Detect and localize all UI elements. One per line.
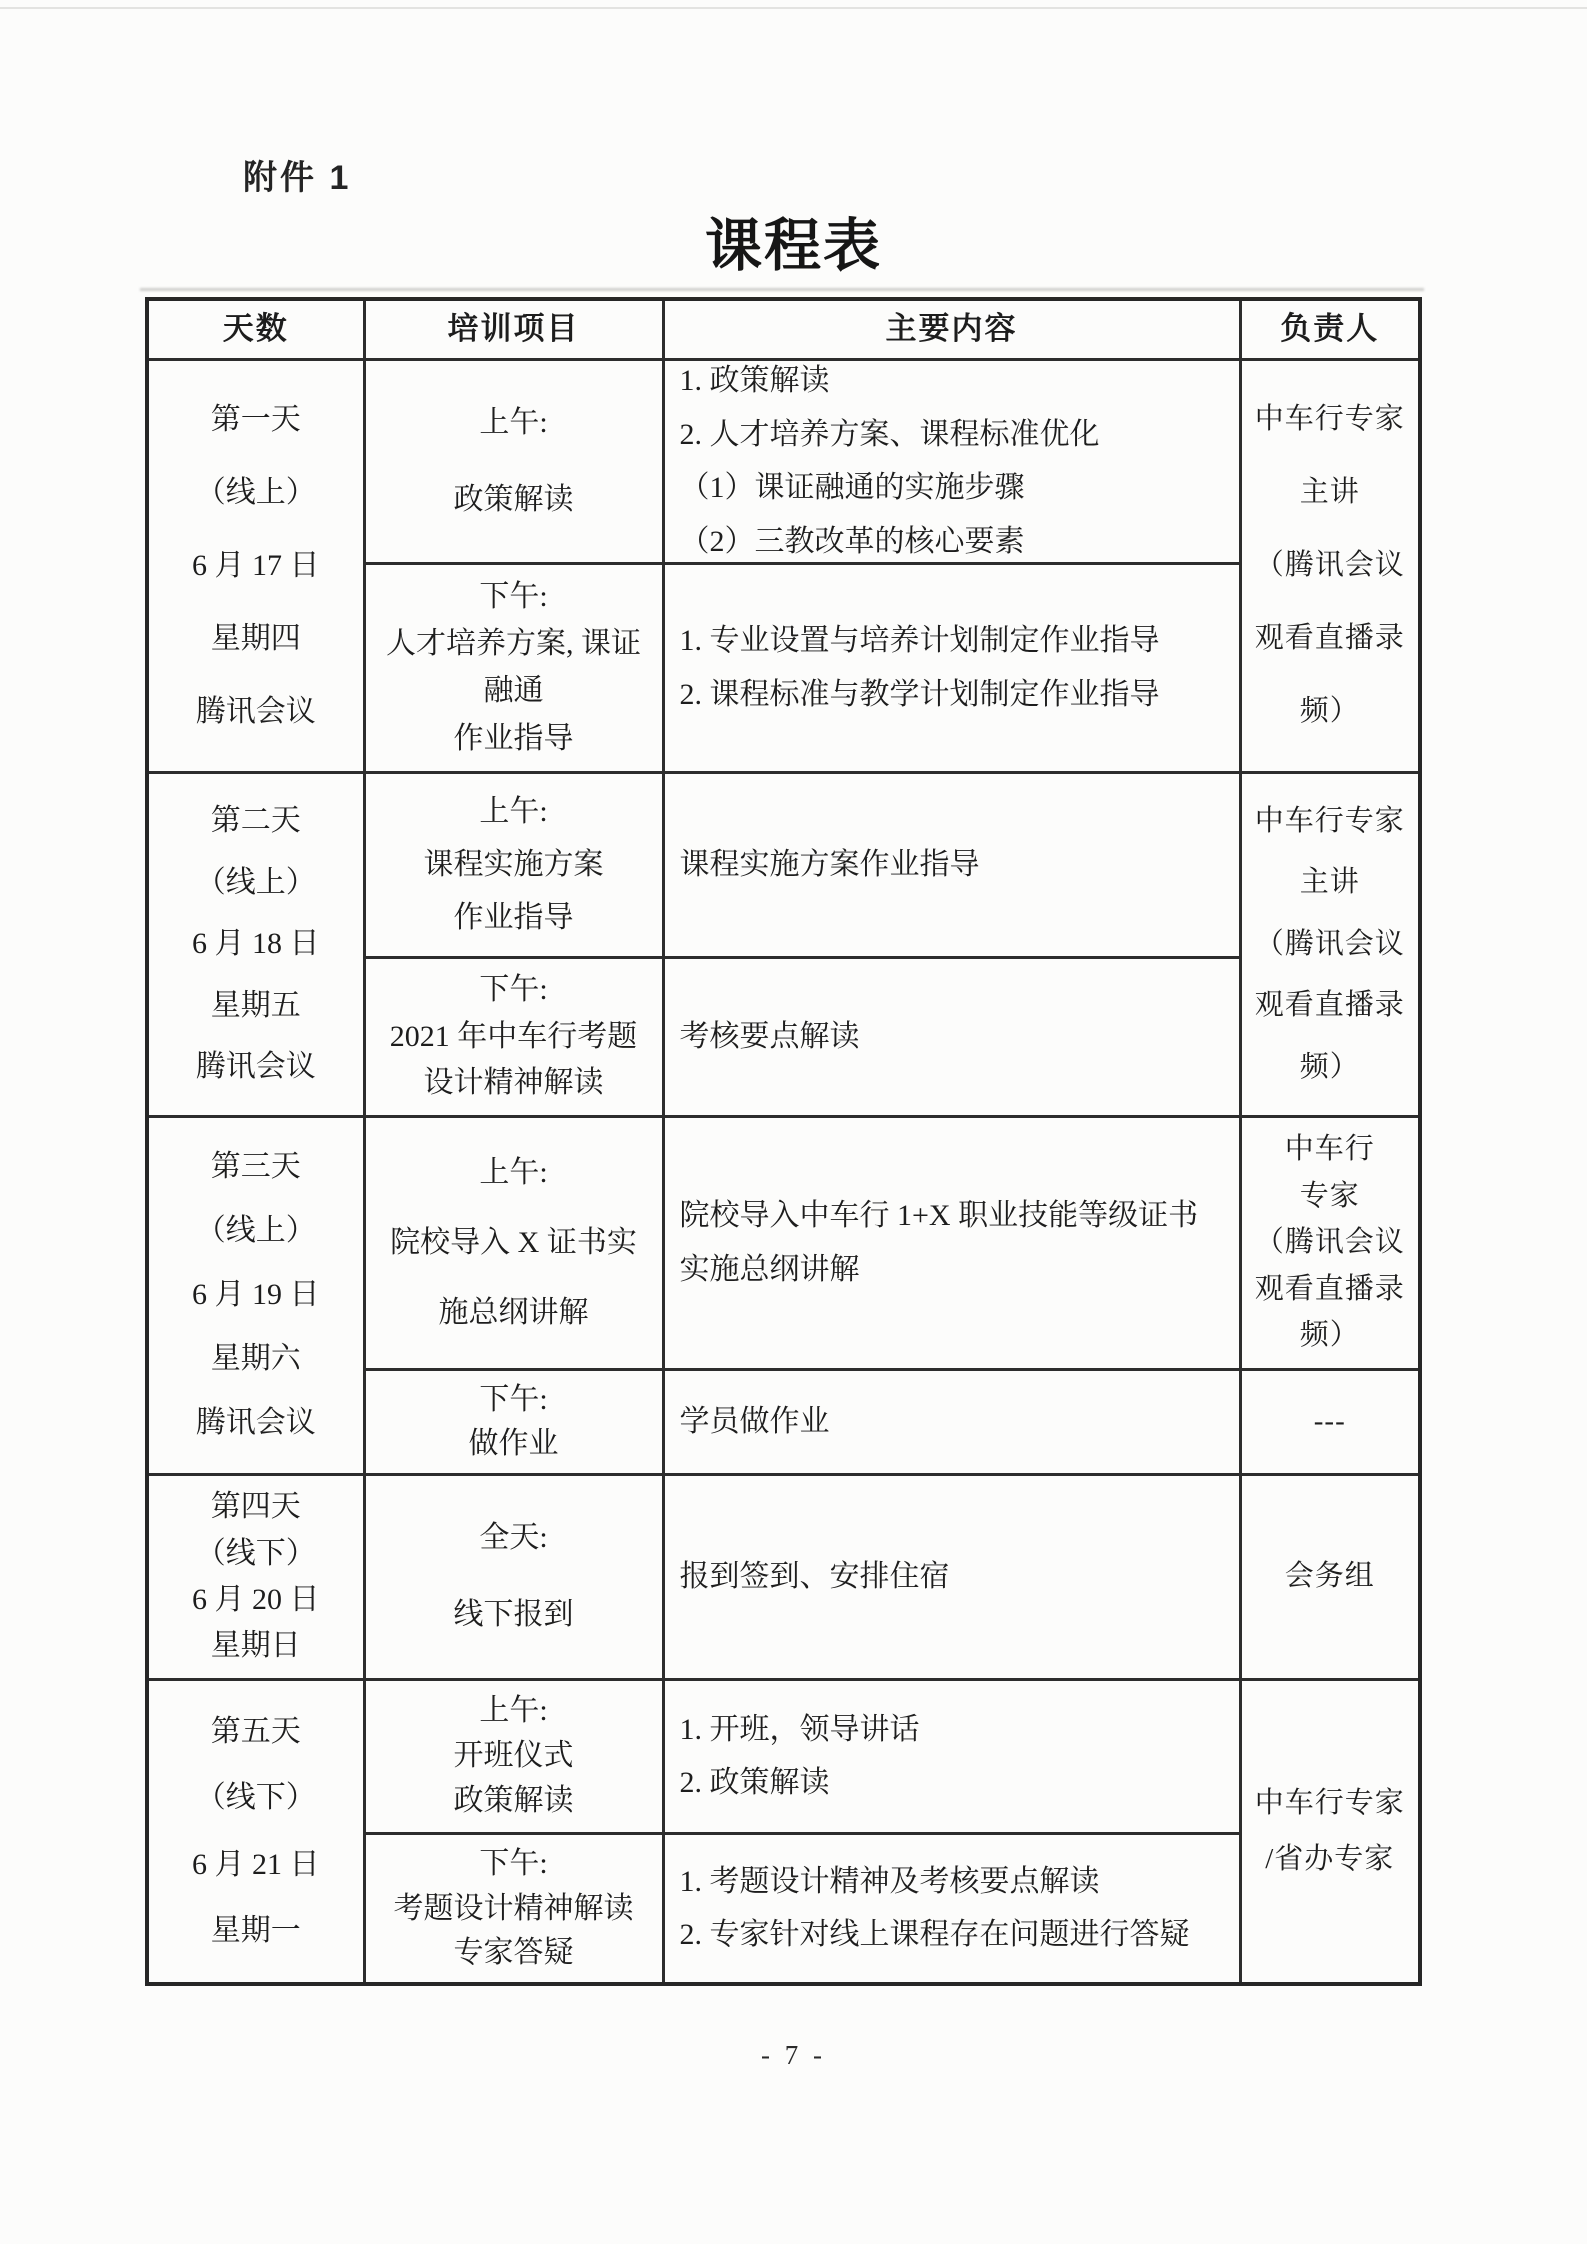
day2-pm-project-cell: [364, 957, 663, 1116]
day5-am-content-cell: [663, 1679, 1240, 1833]
day1-am-content-text: 1. 政策解读 2. 人才培养方案、课程标准优化 （1）课证融通的实施步骤 （2）三教改革的核心要素: [679, 364, 1100, 558]
day2-responsible-cell: [1240, 772, 1420, 1116]
day5-responsible-text: 中车行专家 /省办专家: [1254, 1786, 1405, 1876]
day3-am-responsible-text: 中车行 专家 （腾讯会议 观看直播录 频）: [1254, 1133, 1405, 1352]
header-cell-project: [364, 299, 663, 359]
day3-pm-project-cell: [364, 1369, 663, 1474]
scan-artifact-line: [0, 7, 1587, 9]
day5-pm-content-text: 1. 考题设计精神及考核要点解读 2. 专家针对线上课程存在问题进行答疑: [679, 1864, 1190, 1952]
day3-day-cell: [147, 1116, 364, 1474]
day5-day-cell: [147, 1679, 364, 1984]
day2-day-text: 第二天 （线上） 6 月 18 日 星期五 腾讯会议: [192, 804, 320, 1084]
table-row: [147, 359, 1420, 563]
day1-am-project-text: 上午: 政策解读: [453, 405, 574, 516]
day2-am-project-cell: [364, 772, 663, 957]
day2-am-content-text: 课程实施方案作业指导: [679, 847, 980, 881]
day5-responsible-cell: [1240, 1679, 1420, 1984]
day1-pm-project-text: 下午: 人才培养方案, 课证 融通 作业指导: [386, 579, 641, 755]
day1-day-text: 第一天 （线上） 6 月 17 日 星期四 腾讯会议: [192, 402, 320, 728]
day3-am-content-cell: [663, 1116, 1240, 1369]
day2-responsible-text: 中车行专家 主讲 （腾讯会议 观看直播录 频）: [1254, 804, 1405, 1083]
header-cell-days: [147, 299, 364, 359]
course-schedule-table: [145, 297, 1422, 1986]
day5-am-project-text: 上午: 开班仪式 政策解读: [453, 1694, 574, 1818]
day4-allday-content-cell: [663, 1474, 1240, 1679]
day1-pm-content-text: 1. 专业设置与培养计划制定作业指导 2. 课程标准与教学计划制定作业指导: [679, 624, 1160, 711]
day3-pm-project-text: 下午: 做作业: [468, 1382, 559, 1460]
day1-pm-content-cell: [663, 563, 1240, 772]
page-title: 课程表: [705, 215, 882, 278]
day2-am-project-text: 上午: 课程实施方案 作业指导: [423, 794, 604, 934]
day1-pm-project-cell: [364, 563, 663, 772]
header-project-label: 培训项目: [447, 310, 580, 346]
day3-am-responsible-cell: [1240, 1116, 1420, 1369]
table-row: [147, 1116, 1420, 1369]
day3-am-project-cell: [364, 1116, 663, 1369]
table-row: [147, 1679, 1420, 1833]
day1-responsible-text: 中车行专家 主讲 （腾讯会议 观看直播录 频）: [1254, 403, 1405, 728]
day5-pm-project-cell: [364, 1833, 663, 1984]
day4-responsible-cell: [1240, 1474, 1420, 1679]
day3-pm-responsible-cell: [1240, 1369, 1420, 1474]
day4-allday-project-text: 全天: 线下报到: [453, 1521, 574, 1632]
day4-allday-project-cell: [364, 1474, 663, 1679]
day3-am-project-text: 上午: 院校导入 X 证书实 施总纲讲解: [390, 1155, 637, 1329]
table-row: [147, 1474, 1420, 1679]
day2-am-content-cell: [663, 772, 1240, 957]
day2-day-cell: [147, 772, 364, 1116]
header-content-label: 主要内容: [885, 310, 1018, 346]
header-responsible-label: 负责人: [1280, 310, 1380, 346]
day5-pm-project-text: 下午: 考题设计精神解读 专家答疑: [393, 1847, 634, 1969]
attachment-label: 附件 1: [243, 159, 352, 197]
day3-pm-responsible-text: ---: [1313, 1405, 1346, 1438]
page-number: - 7 -: [761, 2040, 826, 2070]
header-cell-responsible: [1240, 299, 1420, 359]
day3-pm-content-text: 学员做作业: [679, 1404, 830, 1438]
day5-pm-content-cell: [663, 1833, 1240, 1984]
scan-artifact-table-edge: [140, 288, 1424, 291]
day2-pm-content-text: 考核要点解读: [679, 1019, 860, 1053]
day5-am-content-text: 1. 开班，领导讲话 2. 政策解读: [679, 1712, 920, 1799]
day5-day-text: 第五天 （线下） 6 月 21 日 星期一: [192, 1715, 320, 1947]
table-row: [147, 772, 1420, 957]
table-header-row: [147, 299, 1420, 359]
day3-day-text: 第三天 （线上） 6 月 19 日 星期六 腾讯会议: [192, 1150, 320, 1440]
day4-day-text: 第四天 （线下） 6 月 20 日 星期日: [192, 1490, 320, 1663]
day3-am-content-text: 院校导入中车行 1+X 职业技能等级证书 实施总纲讲解: [679, 1199, 1199, 1286]
day2-pm-content-cell: [663, 957, 1240, 1116]
header-cell-content: [663, 299, 1240, 359]
day1-responsible-cell: [1240, 359, 1420, 772]
day2-pm-project-text: 下午: 2021 年中车行考题 设计精神解读: [389, 973, 638, 1100]
day1-day-cell: [147, 359, 364, 772]
day5-am-project-cell: [364, 1679, 663, 1833]
day1-am-content-cell: [663, 359, 1240, 563]
day4-day-cell: [147, 1474, 364, 1679]
day3-pm-content-cell: [663, 1369, 1240, 1474]
day4-allday-content-text: 报到签到、安排住宿: [679, 1559, 950, 1593]
day1-am-project-cell: [364, 359, 663, 563]
day4-responsible-text: 会务组: [1284, 1560, 1375, 1593]
header-days-label: 天数: [222, 310, 289, 346]
